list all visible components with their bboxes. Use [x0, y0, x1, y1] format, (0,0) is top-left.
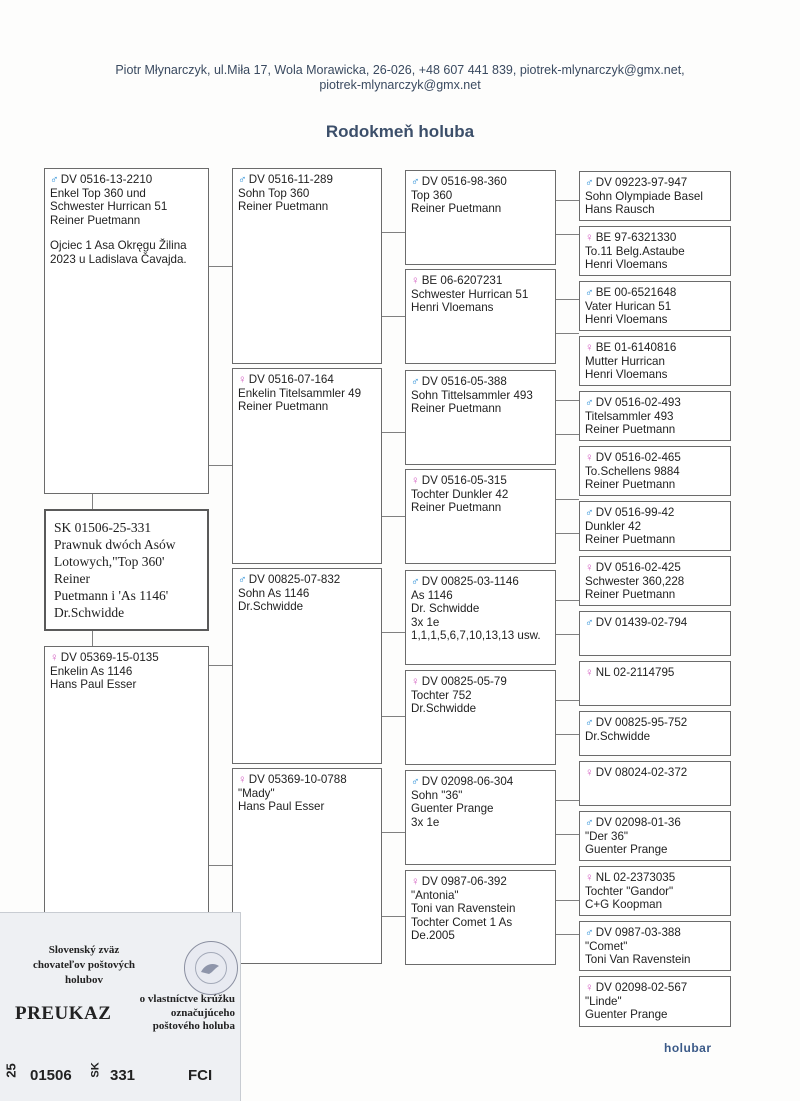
pedigree-box-gggp-16: ♀ DV 02098-02-567 "Linde" Guenter Prange — [579, 976, 731, 1027]
connector-line — [382, 716, 405, 717]
connector-line — [556, 634, 579, 635]
male-icon: ♂ — [411, 575, 420, 588]
male-icon: ♂ — [585, 616, 594, 629]
pedigree-box-ggp-4: ♀ DV 0516-05-315 Tochter Dunkler 42 Reiner Puetmann — [405, 469, 556, 564]
female-icon: ♀ — [585, 231, 594, 244]
pedigree-box-gggp-1: ♂ DV 09223-97-947 Sohn Olympiade Basel Hans Rausch — [579, 171, 731, 221]
pedigree-box-ggp-6: ♀ DV 00825-05-79 Tochter 752 Dr.Schwidde — [405, 670, 556, 765]
male-icon: ♂ — [238, 573, 247, 586]
pedigree-box-father: ♂ DV 0516-13-2210 Enkel Top 360 und Schwester Hurrican 51 Reiner Puetmann Ojciec 1 Asa Okręgu Žilina 2023 u Ladislava Čavajda. — [44, 168, 209, 494]
connector-line — [556, 800, 579, 801]
pedigree-box-gggp-3: ♂ BE 00-6521648 Vater Hurican 51 Henri Vloemans — [579, 281, 731, 331]
connector-line — [556, 700, 579, 701]
male-icon: ♂ — [238, 173, 247, 186]
connector-line — [556, 600, 579, 601]
female-icon: ♀ — [585, 766, 594, 779]
connector-line — [209, 665, 232, 666]
connector-line — [556, 499, 579, 500]
pedigree-box-gggp-8: ♀ DV 0516-02-425 Schwester 360,228 Reiner Puetmann — [579, 556, 731, 606]
male-icon: ♂ — [50, 173, 59, 186]
connector-line — [209, 865, 232, 866]
female-icon: ♀ — [411, 875, 420, 888]
connector-line — [556, 533, 579, 534]
connector-line — [556, 734, 579, 735]
connector-line — [382, 632, 405, 633]
connector-line — [556, 934, 579, 935]
male-icon: ♂ — [585, 816, 594, 829]
female-icon: ♀ — [585, 341, 594, 354]
connector-line — [92, 631, 93, 646]
connector-line — [92, 494, 93, 509]
female-icon: ♀ — [585, 871, 594, 884]
pedigree-box-ggp-8: ♀ DV 0987-06-392 "Antonia" Toni van Ravenstein Tochter Comet 1 As De.2005 — [405, 870, 556, 965]
male-icon: ♂ — [585, 506, 594, 519]
pedigree-box-gp-4: ♀ DV 05369-10-0788 "Mady" Hans Paul Esser — [232, 768, 382, 964]
pedigree-box-ggp-2: ♀ BE 06-6207231 Schwester Hurrican 51 Henri Vloemans — [405, 269, 556, 364]
connector-line — [556, 434, 579, 435]
pedigree-box-gggp-14: ♀ NL 02-2373035 Tochter "Gandor" C+G Koopman — [579, 866, 731, 916]
female-icon: ♀ — [585, 451, 594, 464]
pedigree-box-gggp-15: ♂ DV 0987-03-388 "Comet" Toni Van Ravenstein — [579, 921, 731, 971]
dove-icon — [185, 942, 237, 994]
connector-line — [382, 316, 405, 317]
connector-line — [556, 234, 579, 235]
male-icon: ♂ — [585, 396, 594, 409]
connector-line — [556, 400, 579, 401]
card-ownership-text: o vlastníctve krúžku označujúceho poštového holuba — [139, 993, 235, 1032]
pedigree-box-gp-1: ♂ DV 0516-11-289 Sohn Top 360 Reiner Puetmann — [232, 168, 382, 364]
male-icon: ♂ — [585, 176, 594, 189]
connector-line — [382, 916, 405, 917]
card-title: PREUKAZ — [15, 1003, 112, 1024]
male-icon: ♂ — [585, 926, 594, 939]
female-icon: ♀ — [585, 981, 594, 994]
card-organization: Slovenský zväz chovateľov poštových holubov — [32, 944, 135, 986]
pedigree-box-ggp-5: ♂ DV 00825-03-1146 As 1146 Dr. Schwidde 3x 1e 1,1,1,5,6,7,10,13,13 usw. — [405, 570, 556, 665]
female-icon: ♀ — [50, 651, 59, 664]
connector-line — [382, 432, 405, 433]
pedigree-box-gggp-5: ♂ DV 0516-02-493 Titelsammler 493 Reiner Puetmann — [579, 391, 731, 441]
pedigree-box-gggp-11: ♂ DV 00825-95-752 Dr.Schwidde — [579, 711, 731, 756]
female-icon: ♀ — [411, 474, 420, 487]
page-title: Rodokmeň holuba — [325, 122, 475, 141]
connector-line — [382, 232, 405, 233]
pedigree-box-gp-3: ♂ DV 00825-07-832 Sohn As 1146 Dr.Schwidde — [232, 568, 382, 764]
male-icon: ♂ — [585, 286, 594, 299]
female-icon: ♀ — [411, 274, 420, 287]
connector-line — [556, 834, 579, 835]
male-icon: ♂ — [585, 716, 594, 729]
male-icon: ♂ — [411, 175, 420, 188]
male-icon: ♂ — [411, 375, 420, 388]
connector-line — [209, 465, 232, 466]
connector-line — [209, 266, 232, 267]
ring-number: ♀ DV 05369-15-0135 — [50, 651, 159, 664]
female-icon: ♀ — [238, 773, 247, 786]
federation-seal-icon — [184, 941, 238, 995]
female-icon: ♀ — [238, 373, 247, 386]
ring-certificate-card: Slovenský zväz chovateľov poštových holubov o vlastníctve krúžku označujúceho poštového holuba PREUKAZ 25 01506 SK 331 FCI — [0, 912, 241, 1101]
breeder-contact-line-1: Piotr Młynarczyk, ul.Miła 17, Wola Morawicka, 26-026, +48 607 441 839, piotrek-mlynarczyk@gmx.net, — [115, 63, 685, 77]
pedigree-box-mother: ♀ DV 05369-15-0135 Enkelin As 1146 Hans Paul Esser — [44, 646, 209, 916]
pedigree-box-gggp-2: ♀ BE 97-6321330 To.11 Belg.Astaube Henri Vloemans — [579, 226, 731, 276]
holubar-logo: holubar — [664, 1041, 712, 1055]
pedigree-box-gggp-6: ♀ DV 0516-02-465 To.Schellens 9884 Reiner Puetmann — [579, 446, 731, 496]
connector-line — [556, 299, 579, 300]
pedigree-box-gp-2: ♀ DV 0516-07-164 Enkelin Titelsammler 49 Reiner Puetmann — [232, 368, 382, 564]
ring-number: ♂ DV 0516-13-2210 — [50, 173, 153, 186]
pedigree-box-gggp-7: ♂ DV 0516-99-42 Dunkler 42 Reiner Puetmann — [579, 501, 731, 551]
pedigree-box-gggp-13: ♂ DV 02098-01-36 "Der 36" Guenter Prange — [579, 811, 731, 861]
male-icon: ♂ — [411, 775, 420, 788]
pedigree-box-ggp-1: ♂ DV 0516-98-360 Top 360 Reiner Puetmann — [405, 170, 556, 265]
pedigree-box-gggp-12: ♀ DV 08024-02-372 — [579, 761, 731, 806]
pedigree-box-gggp-4: ♀ BE 01-6140816 Mutter Hurrican Henri Vloemans — [579, 336, 731, 386]
pedigree-box-ggp-3: ♂ DV 0516-05-388 Sohn Tittelsammler 493 Reiner Puetmann — [405, 370, 556, 465]
female-icon: ♀ — [411, 675, 420, 688]
connector-line — [556, 900, 579, 901]
connector-line — [382, 832, 405, 833]
connector-line — [556, 333, 579, 334]
female-icon: ♀ — [585, 666, 594, 679]
pedigree-box-ggp-7: ♂ DV 02098-06-304 Sohn "36" Guenter Prange 3x 1e — [405, 770, 556, 865]
subject-ring: SK 01506-25-331 — [54, 520, 152, 535]
female-icon: ♀ — [585, 561, 594, 574]
pedigree-box-gggp-10: ♀ NL 02-2114795 — [579, 661, 731, 706]
connector-line — [382, 516, 405, 517]
breeder-contact-line-2: piotrek-mlynarczyk@gmx.net — [319, 78, 481, 92]
pedigree-box-gggp-9: ♂ DV 01439-02-794 — [579, 611, 731, 656]
subject-pigeon-box: SK 01506-25-331 Prawnuk dwóch Asów Lotowych,"Top 360' Reiner Puetmann i 'As 1146' Dr.Schwidde — [44, 509, 209, 631]
connector-line — [556, 200, 579, 201]
